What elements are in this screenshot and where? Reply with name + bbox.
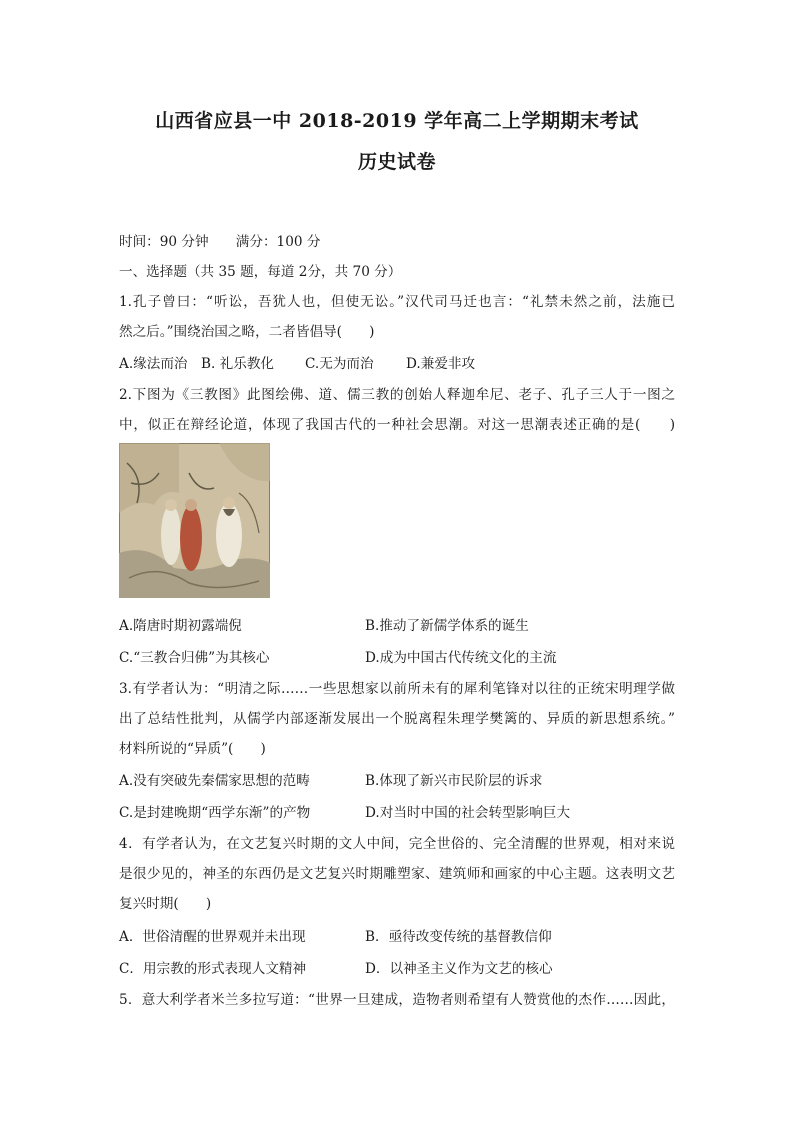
three-teachings-painting <box>119 443 270 598</box>
question-1-option-d: D.兼爱非攻 <box>406 356 476 372</box>
question-4-option-c: C．用宗教的形式表现人文精神 <box>119 961 307 977</box>
page-title: 山西省应县一中 2018-2019 学年高二上学期期末考试 <box>155 110 639 132</box>
question-2-line-1: 2.下图为《三教图》此图绘佛、道、儒三教的创始人释迦牟尼、老子、孔子三人于一图之 <box>119 387 675 403</box>
question-4-option-b: B．亟待改变传统的基督教信仰 <box>365 929 552 945</box>
question-4-line-3: 复兴时期( ) <box>119 896 212 912</box>
question-2-option-d: D.成为中国古代传统文化的主流 <box>365 650 557 666</box>
question-3-line-3: 材料所说的“异质”( ) <box>119 741 266 757</box>
question-1-option-c: C.无为而治 <box>305 356 374 372</box>
question-4-line-2: 是很少见的，神圣的东西仍是文艺复兴时期雕塑家、建筑师和画家的中心主题。这表明文艺 <box>119 866 675 882</box>
question-4-line-1: 4．有学者认为，在文艺复兴时期的文人中间，完全世俗的、完全清醒的世界观，相对来说 <box>119 836 675 852</box>
page-subtitle: 历史试卷 <box>357 151 436 173</box>
exam-info: 时间：90 分钟 满分：100 分 <box>119 234 321 250</box>
question-3-option-d: D.对当时中国的社会转型影响巨大 <box>365 805 571 821</box>
section-heading: 一、选择题（共 35 题，每道 2分，共 70 分） <box>119 264 402 280</box>
question-1-option-b: B. 礼乐教化 <box>201 356 275 372</box>
question-2-option-a: A.隋唐时期初露端倪 <box>119 618 242 634</box>
question-4-option-a: A．世俗清醒的世界观并未出现 <box>119 929 306 945</box>
question-3-line-1: 3.有学者认为：“明清之际……一些思想家以前所未有的犀利笔锋对以往的正统宋明理学做 <box>119 681 675 697</box>
question-2-option-b: B.推动了新儒学体系的诞生 <box>365 618 529 634</box>
question-3-option-a: A.没有突破先秦儒家思想的范畴 <box>119 773 310 789</box>
question-1-line-1: 1.孔子曾曰：“听讼，吾犹人也，但使无讼。”汉代司马迁也言：“礼禁未然之前，法施已 <box>119 294 675 310</box>
question-2-line-2: 中，似正在辩经论道，体现了我国古代的一种社会思潮。对这一思潮表述正确的是( ) <box>119 417 675 433</box>
question-3-option-b: B.体现了新兴市民阶层的诉求 <box>365 773 543 789</box>
question-5-line-1: 5．意大利学者米兰多拉写道：“世界一旦建成，造物者则希望有人赞赏他的杰作……因此， <box>119 992 675 1008</box>
question-4-option-d: D．以神圣主义作为文艺的核心 <box>365 961 553 977</box>
question-2-option-c: C.“三教合归佛”为其核心 <box>119 650 270 666</box>
question-3-option-c: C.是封建晚期“西学东渐”的产物 <box>119 805 311 821</box>
question-1-line-2: 然之后。”围绕治国之略，二者皆倡导( ) <box>119 324 375 340</box>
question-1-option-a: A.缘法而治 <box>119 356 188 372</box>
question-3-line-2: 出了总结性批判，从儒学内部逐渐发展出一个脱离程朱理学樊篱的、异质的新思想系统。” <box>119 711 675 727</box>
